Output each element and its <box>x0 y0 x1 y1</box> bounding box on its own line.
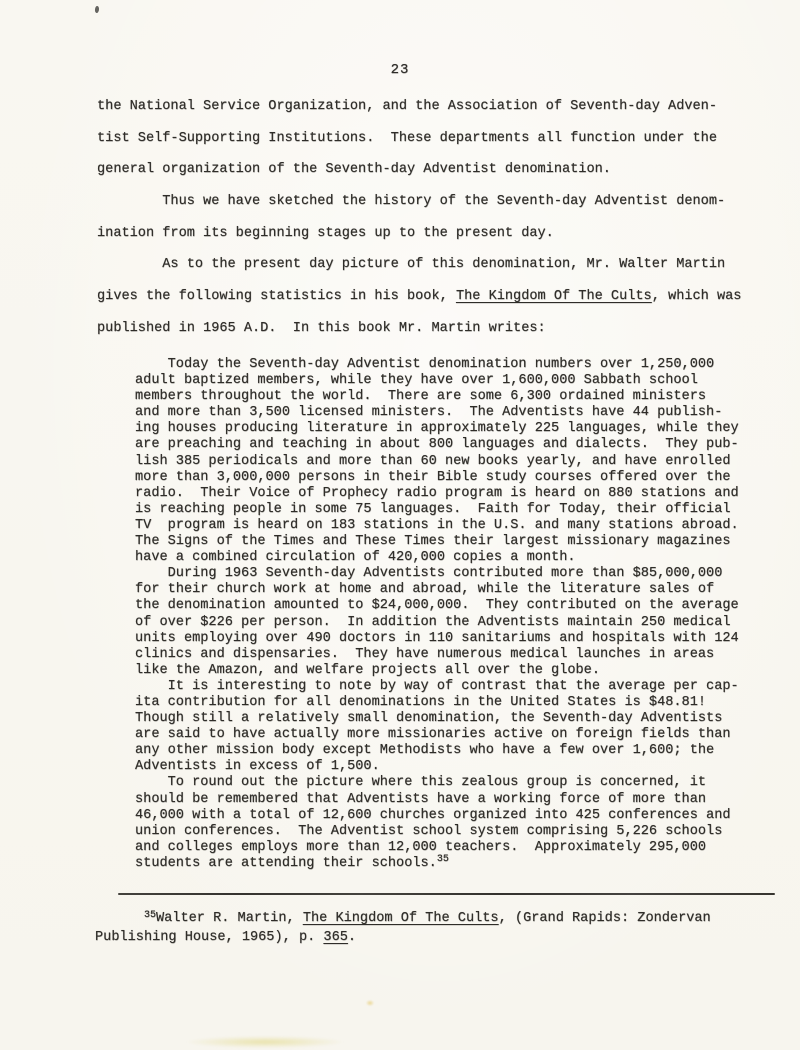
text-segment: The Signs of the Times and These Times their largest missionary magazines <box>135 534 731 550</box>
text-line <box>135 486 739 502</box>
text-line <box>135 405 739 421</box>
text-line <box>135 663 739 679</box>
text-segment: union conferences. The Adventist school system comprising 5,226 schools <box>135 823 723 839</box>
text-line <box>95 909 711 928</box>
text-segment: of over $226 per person. In addition the Adventists maintain 250 medical <box>135 614 731 630</box>
text-segment: are said to have actually more missionaries active on foreign fields than <box>135 727 731 743</box>
text-line <box>135 454 739 470</box>
page-number: 23 <box>390 62 410 78</box>
text-line <box>135 856 739 872</box>
text-line <box>135 389 739 405</box>
text-line <box>135 518 739 534</box>
text-line <box>135 759 739 775</box>
text-line <box>135 775 739 791</box>
text-segment: As to the present day picture of this denomination, Mr. Walter Martin <box>97 257 726 273</box>
text-segment: any other mission body except Methodists who have a few over 1,600; the <box>135 743 715 759</box>
text-segment: members throughout the world. There are some 6,300 ordained ministers <box>135 389 707 405</box>
text-segment: units employing over 490 doctors in 110 sanitariums and hospitals with 124 <box>135 630 739 646</box>
text-segment: gives the following statistics in his book, <box>97 289 456 305</box>
text-line <box>95 928 711 947</box>
block-quote <box>135 357 739 872</box>
text-segment: Today the Seventh-day Adventist denomination numbers over 1,250,000 <box>135 357 715 372</box>
text-segment: Publishing House, 1965), p. <box>95 930 324 945</box>
text-segment: clinics and dispensaries. They have numerous medical launches in areas <box>135 646 715 662</box>
text-line <box>97 218 741 250</box>
text-line <box>97 249 741 281</box>
text-segment: Adventists in excess of 1,500. <box>135 759 380 775</box>
footnote <box>95 909 711 947</box>
text-segment: should be remembered that Adventists have a working force of more than <box>135 791 707 807</box>
body-text <box>97 91 741 345</box>
text-line <box>135 647 739 663</box>
text-segment: Though still a relatively small denomination, the Seventh-day Adventists <box>135 711 723 727</box>
text-segment: more than 3,000,000 persons in their Bible study courses offered over the <box>135 469 731 485</box>
text-segment: TV program is heard on 183 stations in the U.S. and many stations abroad. <box>135 517 739 533</box>
text-segment: and colleges employs more than 12,000 teachers. Approximately 295,000 <box>135 839 707 855</box>
text-segment: , (Grand Rapids: Zondervan <box>498 911 711 926</box>
text-line <box>135 711 739 727</box>
text-line <box>135 792 739 808</box>
text-segment: adult baptized members, while they have over 1,600,000 Sabbath school <box>135 373 698 389</box>
text-line <box>135 631 739 647</box>
paper-speck <box>95 6 100 13</box>
text-line <box>97 123 741 155</box>
underlined-book-title: The Kingdom Of The Cults <box>455 289 652 305</box>
underlined-book-title: 365 <box>323 930 348 945</box>
text-segment: and more than 3,500 licensed ministers. The Adventists have 44 publish- <box>135 405 723 421</box>
text-segment: Thus we have sketched the history of the Seventh-day Adventist denom- <box>97 194 726 210</box>
underlined-book-title: The Kingdom Of The Cults <box>302 911 499 926</box>
text-line <box>135 437 739 453</box>
text-segment: like the Amazon, and welfare projects all over the globe. <box>135 662 600 678</box>
text-segment: published in 1965 A.D. In this book Mr. Martin writes: <box>97 320 546 336</box>
text-line <box>97 281 741 313</box>
text-segment: tist Self-Supporting Institutions. These departments all function under the <box>97 130 717 146</box>
text-line <box>135 470 739 486</box>
text-segment: To round out the picture where this zealous group is concerned, it <box>135 775 707 791</box>
text-segment: is reaching people in some 75 languages. Faith for Today, their official <box>135 501 731 517</box>
text-line <box>135 615 739 631</box>
text-line <box>135 824 739 840</box>
text-line <box>135 598 739 614</box>
text-segment: Walter R. Martin, <box>155 911 303 926</box>
text-segment: ita contribution for all denominations in the United States is $48.81! <box>135 694 707 710</box>
text-line <box>97 186 741 218</box>
text-line <box>135 582 739 598</box>
text-segment: the denomination amounted to $24,000,000. They contributed on the average <box>135 598 739 614</box>
text-line <box>135 502 739 518</box>
text-line <box>135 808 739 824</box>
text-line <box>135 421 739 437</box>
footnote-separator-rule <box>118 893 775 895</box>
text-line <box>135 373 739 389</box>
text-line <box>97 91 741 123</box>
text-segment: . <box>347 930 357 945</box>
text-line <box>135 727 739 743</box>
text-line <box>135 550 739 566</box>
footnote-reference-number: 35 <box>436 854 449 866</box>
text-segment: are preaching and teaching in about 800 languages and dialects. They pub- <box>135 437 739 453</box>
text-line <box>135 679 739 695</box>
text-segment: During 1963 Seventh-day Adventists contributed more than $85,000,000 <box>135 566 723 582</box>
text-segment: ing houses producing literature in approximately 225 languages, while they <box>135 421 739 437</box>
text-segment: have a combined circulation of 420,000 copies a month. <box>135 550 576 566</box>
text-segment: ination from its beginning stages up to the present day. <box>97 225 554 241</box>
text-line <box>97 154 741 186</box>
text-segment: lish 385 periodicals and more than 60 new books yearly, and have enrolled <box>135 453 731 469</box>
text-line <box>135 695 739 711</box>
text-line <box>135 566 739 582</box>
paper-smudge-dot <box>366 1000 374 1006</box>
text-segment: the National Service Organization, and the Association of Seventh-day Adven- <box>97 99 717 114</box>
text-segment: students are attending their schools. <box>135 855 437 871</box>
paper-smudge <box>185 1036 345 1048</box>
text-segment: , which was <box>651 289 742 305</box>
text-segment <box>95 911 144 926</box>
text-line <box>135 743 739 759</box>
text-line <box>135 534 739 550</box>
text-segment: radio. Their Voice of Prophecy radio program is heard on 880 stations and <box>135 485 739 501</box>
text-line <box>135 357 739 373</box>
text-segment: 46,000 with a total of 12,600 churches organized into 425 conferences and <box>135 807 731 823</box>
text-segment: It is interesting to note by way of contrast that the average per cap- <box>135 678 739 694</box>
text-segment: for their church work at home and abroad, while the literature sales of <box>135 582 715 598</box>
text-segment: general organization of the Seventh-day Adventist denomination. <box>97 162 611 178</box>
footnote-reference-number: 35 <box>143 909 156 921</box>
text-line <box>97 313 741 345</box>
